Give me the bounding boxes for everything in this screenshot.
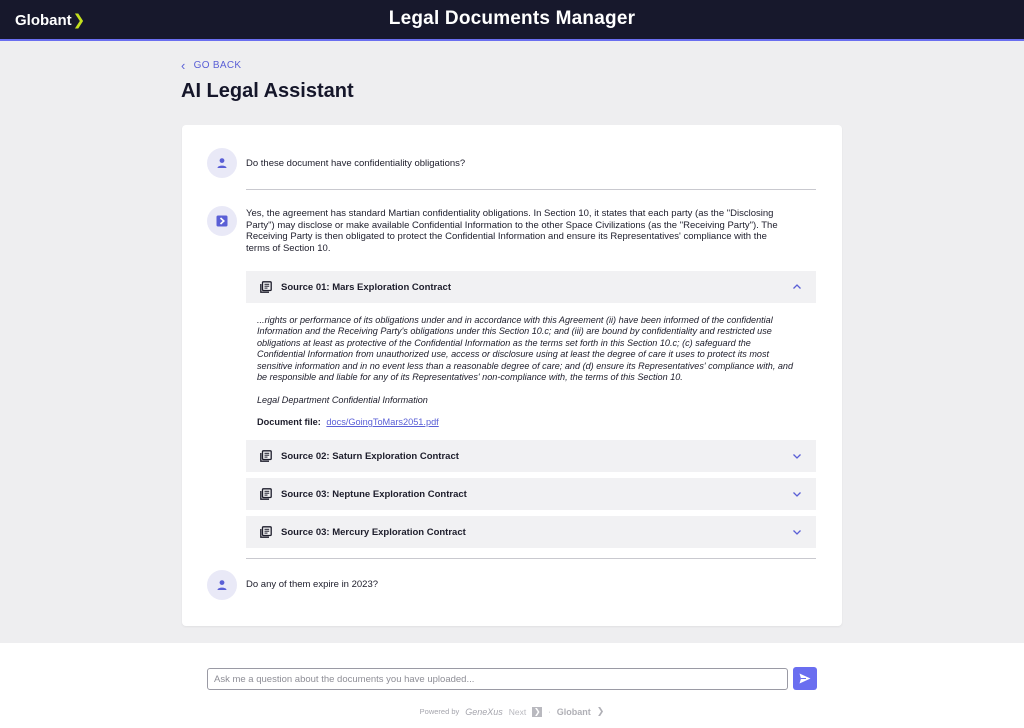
send-icon (799, 673, 811, 684)
go-back-label: GO BACK (193, 60, 242, 71)
message-divider (246, 558, 816, 559)
source-accordion-4[interactable] (246, 516, 816, 548)
user-question: Do these document have confidentiality obligations? (246, 158, 466, 169)
document-file-row (257, 417, 439, 427)
chevron-left-icon: ‹ (181, 58, 186, 73)
source-accordion-1[interactable] (246, 271, 816, 303)
source-title: Source 03: Mercury Exploration Contract (281, 526, 466, 538)
chevron-up-icon[interactable] (792, 282, 802, 292)
source-title: Source 03: Neptune Exploration Contract (281, 488, 467, 500)
source-title: Source 01: Mars Exploration Contract (281, 281, 451, 293)
source-confidentiality: Legal Department Confidential Information (257, 395, 428, 405)
source-accordion-3[interactable] (246, 478, 816, 510)
document-icon (260, 281, 272, 293)
user-avatar-icon (207, 148, 237, 178)
footer-separator: · (548, 707, 551, 716)
globant-arrow-icon: ❯ (596, 706, 605, 716)
source-accordion-2[interactable] (246, 440, 816, 472)
chat-panel (182, 125, 842, 626)
page-title: AI Legal Assistant (181, 80, 354, 102)
app-header (0, 0, 1024, 41)
source-title: Source 02: Saturn Exploration Contract (281, 450, 459, 462)
globant-footer-logo: Globant (556, 706, 591, 717)
chevron-down-icon[interactable] (792, 489, 802, 499)
powered-by (0, 706, 1024, 717)
document-file-link[interactable]: docs/GoingToMars2051.pdf (326, 417, 439, 427)
assistant-avatar-icon (207, 206, 237, 236)
powered-by-label: Powered by (419, 707, 460, 716)
user-question: Do any of them expire in 2023? (246, 579, 379, 590)
document-icon (260, 526, 272, 538)
composer-bar (0, 643, 1024, 728)
logo-text: Globant (15, 11, 72, 29)
message-divider (246, 189, 816, 190)
logo-arrow-icon: ❯ (72, 12, 86, 29)
document-icon (260, 488, 272, 500)
next-logo: Next (508, 706, 527, 717)
chevron-down-icon[interactable] (792, 527, 802, 537)
source-excerpt: ...rights or performance of its obligations under and in accordance with this Agreement (ii) have been informed of the confidential Information and the Receiving Party's obligations under this Section 10.c; and (iii) are bound by confidentiality and restricted use obligations at least as protective of the Confidential Information as the terms set forth in this Section 10.c; (c) safeguard the Confidential Information from unauthorized use, access or disclosure using at least the degree of care it uses to protect its most sensitive information and in no event less than a reasonable degree of care; and (d) ensure its Representatives' compliance with, and be responsible and liable for any of its Representatives' non-compliance with, the terms of this Section 10. (257, 315, 794, 383)
app-title: Legal Documents Manager (388, 8, 636, 29)
assistant-answer: Yes, the agreement has standard Martian confidentiality obligations. In Section 10, it states that each party (as the "Disclosing Party") may disclose or make available Confidential Information to the other Space Civilizations (as the "Receiving Party"). The Receiving Party is then obligated to protect the Confidential Information and ensure its Representatives' compliance with the terms of Section 10. (246, 208, 778, 254)
genexus-logo: GeneXus (465, 706, 503, 717)
send-button[interactable] (793, 667, 817, 690)
document-icon (260, 450, 272, 462)
go-back-link[interactable] (181, 59, 241, 72)
chevron-down-icon[interactable] (792, 451, 802, 461)
next-arrow-icon: ❯ (533, 706, 541, 716)
question-input[interactable] (207, 668, 788, 690)
document-file-label: Document file: (257, 417, 321, 427)
user-avatar-icon (207, 570, 237, 600)
